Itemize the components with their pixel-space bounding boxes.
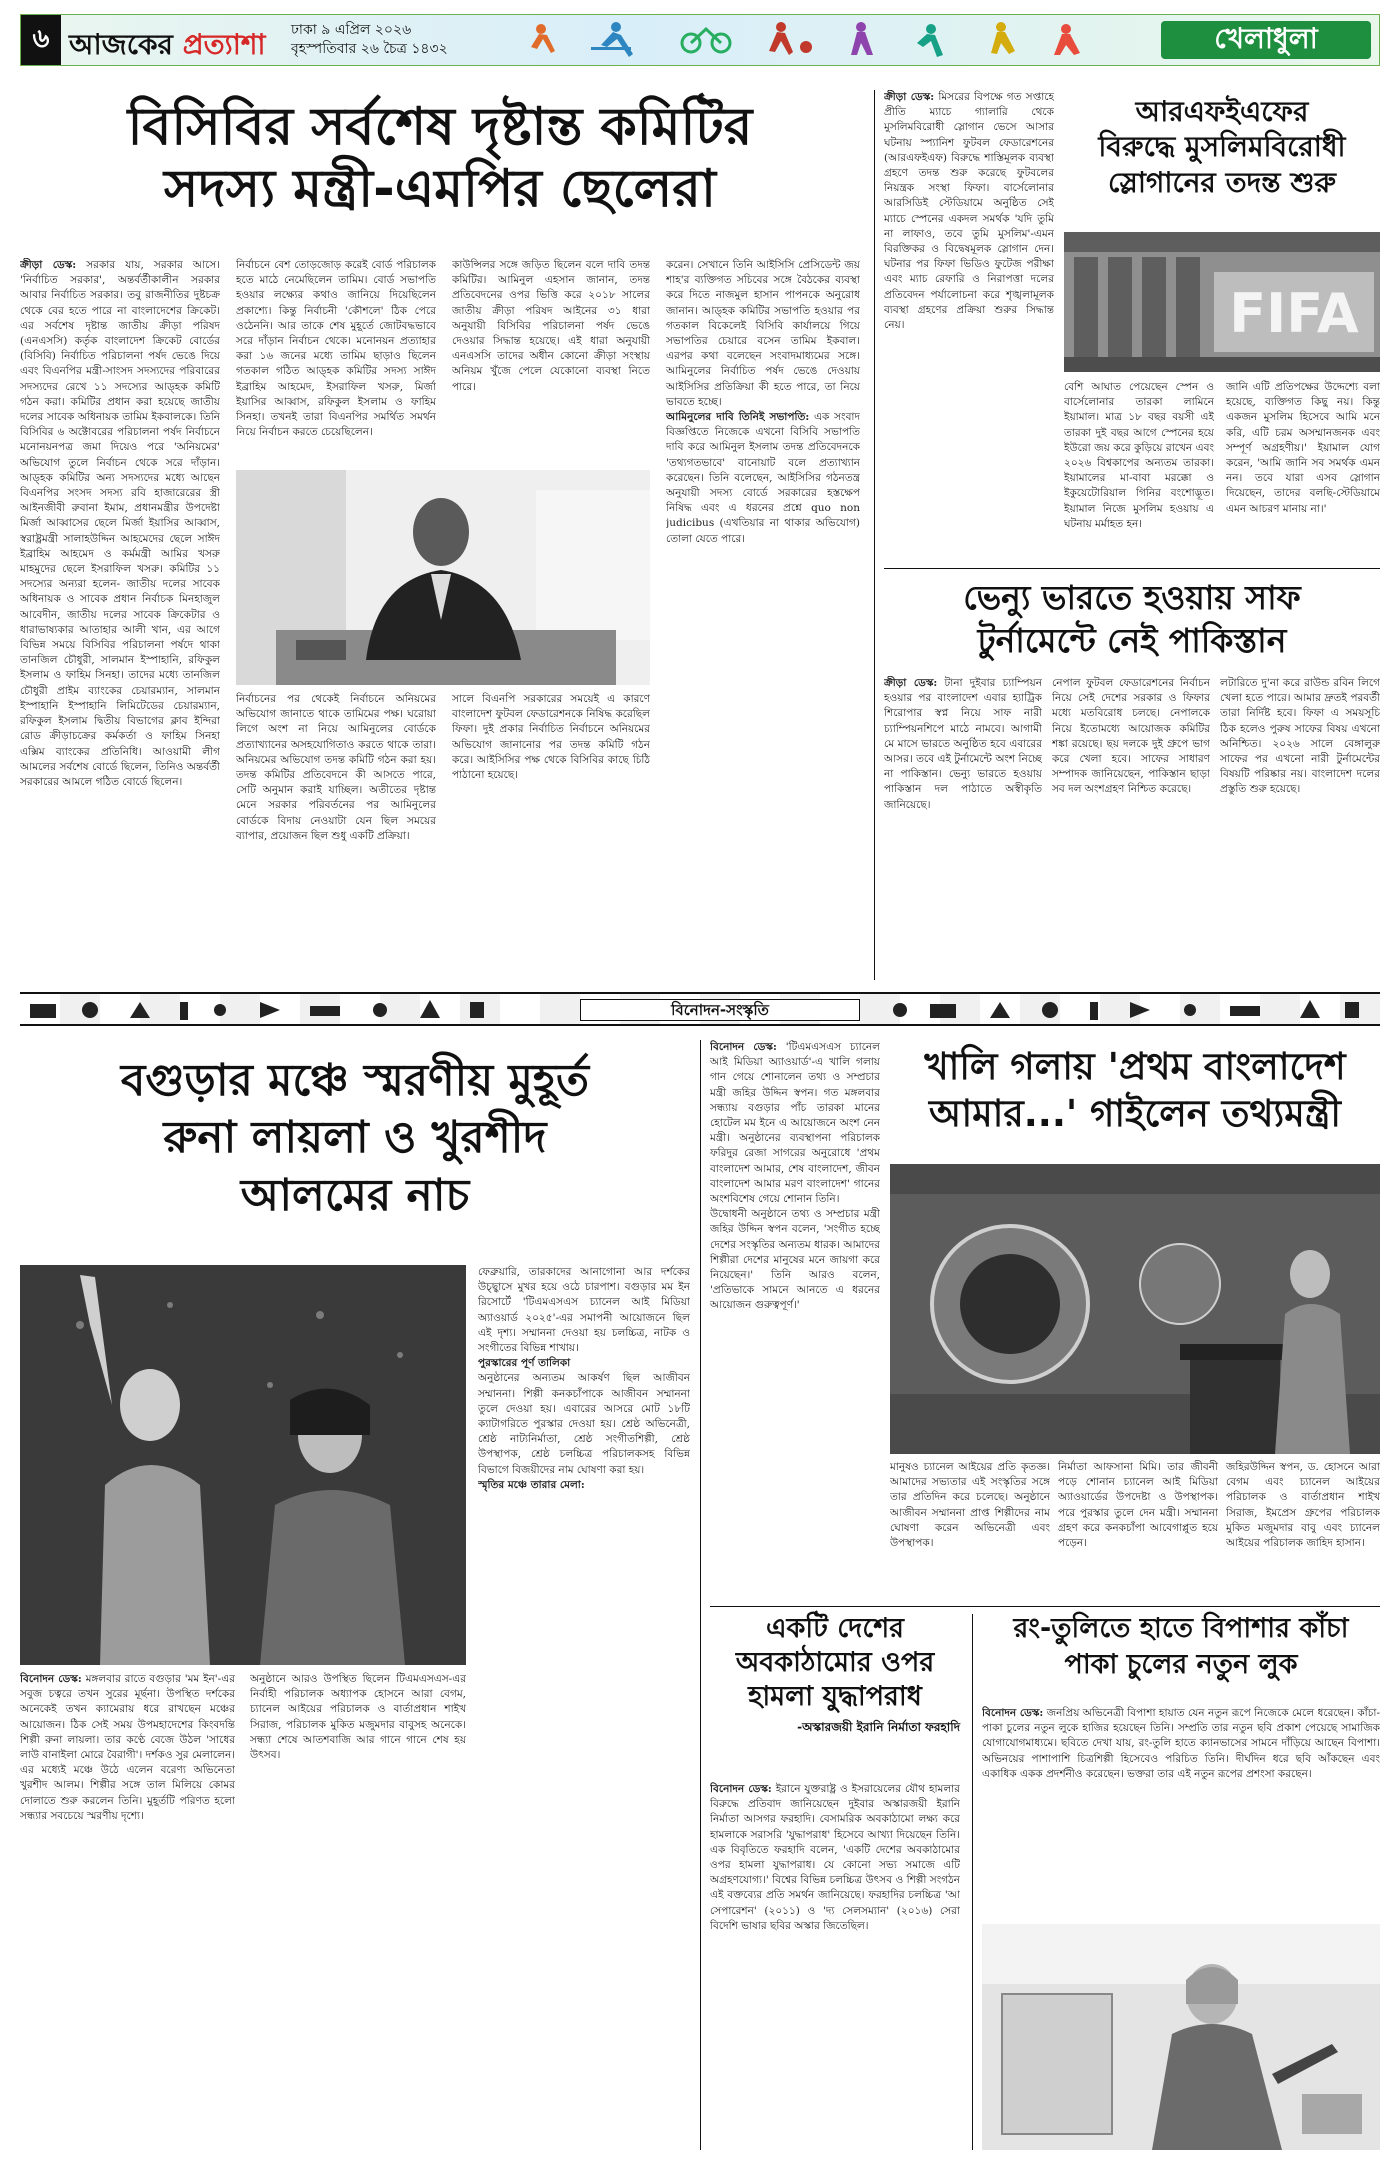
saff-col-1 bbox=[884, 676, 1042, 976]
section-title: খেলাধুলা bbox=[1161, 21, 1371, 59]
war-text: ইরানে যুক্তরাষ্ট্র ও ইসরায়েলের যৌথ হামলার বিরুদ্ধে প্রতিবাদ জানিয়েছেন দুইবার অস্কারজয়ী ইরানি নির্মাতা আসগর ফরহাদি। বেসামরিক অবকাঠামো লক্ষ্য করে হামলাকে সরাসরি 'যুদ্ধাপরাধ' হিসেবে আখ্যা দিয়েছেন তিনি। এক বিবৃতিতে ফরহাদি বলেন, 'একটি দেশের অবকাঠামোর ওপর হামলা যুদ্ধাপরাধ। যে কোনো সভ্য সমাজে এটি অগ্রহণযোগ্য।' বিশ্বের বিভিন্ন চলচ্চিত্র উৎসব ও শিল্পী সংগঠন এই বক্তব্যের প্রতি সমর্থন জানিয়েছে। ফরহাদির চলচ্চিত্র 'আ সেপারেশন' (২০১১) ও 'দ্য সেলসম্যান' (২০১৬) সেরা বিদেশি ভাষার ছবির অস্কার জিতেছিল। bbox=[710, 1783, 960, 1932]
saff-text-2: নেপাল ফুটবল ফেডারেশনের নির্বাচন নিয়ে সেই দেশের সরকার ও ফিফার মধ্যে মতবিরোধ চলছে। নেপালকে নিয়ে ইতোমধ্যে আয়োজক কমিটির শঙ্কা রয়েছে। ছয় দলকে দুই গ্রুপে ভাগ করে খেলা হবে। সাফের সাধারণ সম্পাদক জানিয়েছেন, পাকিস্তান ছাড়া সব দল অংশগ্রহণ নিশ্চিত করেছে। bbox=[1052, 677, 1210, 796]
runa-col-2 bbox=[250, 1672, 466, 2150]
section-entertainment: বিনোদন-সংস্কৃতি bbox=[580, 999, 860, 1021]
bnc-text-d: জহিরউদ্দিন স্বপন, ড. হোসনে আরা বেগম এবং চ্যানেল আইয়ের পরিচালক ও বার্তাপ্রধান শাইখ সিরাজ, ইমপ্রেস গ্রুপের পরিচালক মুকিত মজুমদার বাবু এবং চ্যানেল আইয়ের পরিচালক জাহিদ হাসান। bbox=[1226, 1461, 1380, 1550]
saff-headline-line1: ভেন্যু ভারতে হওয়ায় সাফ bbox=[963, 578, 1301, 617]
fifa-text-b: জানি এটি প্রতিপক্ষের উদ্দেশ্যে বলা হয়েছে, ব্যক্তিগত কিছু নয়। কিন্তু একজন মুসলিম হিসেবে আমি মনে করি, এটি চরম অসম্মানজনক এবং সম্পূর্ণ অগ্রহণীয়।' ইয়ামাল যোগ করেন, 'আমি জানি সব সমর্থক এমন নন। তবে যারা এসব স্লোগান দিয়েছেন, তাদের বলছি-স্টেডিয়ামে এমন আচরণ মানায় না।' bbox=[1226, 381, 1380, 515]
lead-text-2: নির্বাচনে বেশ তোড়জোড় করেই বোর্ড পরিচালক হতে মাঠে নেমেছিলেন তামিম। বোর্ড সভাপতি হওয়ার লক্ষ্যের কথাও জানিয়ে দিয়েছিলেন প্রকাশ্যে। কিন্তু নির্বাচনী 'কৌশলে' ঠিক পেরে ওঠেননি। আর তাকে শেষ মুহূর্তে জোটবদ্ধভাবে সরে দাঁড়ান নির্বাচন থেকে। মনোনয়ন প্রত্যাহার করা ১৬ জনের মধ্যে তামিম ছাড়াও ছিলেন গতকাল গঠিত আড্হক কমিটির সদস্য সাঈদ ইব্রাহিম আহমেদ, ইসরাফিল খসরু, মির্জা ইয়াসির আব্বাস, রফিকুল ইসলাম ও ফাহিম সিনহা। তখনই তারা বিএনপির সমর্থিত সমর্থন নিয়ে নির্বাচন করতে চেয়েছিলেন। bbox=[236, 259, 436, 439]
lead-col-3b bbox=[452, 692, 650, 973]
runa-khurshid-stage-image bbox=[20, 1265, 466, 1665]
bnc-text-a: উদ্বোধনী অনুষ্ঠানে তথ্য ও সম্প্রচার মন্ত্রী জহির উদ্দিন স্বপন বলেন, 'সংগীত হচ্ছে দেশের সংস্কৃতির অন্যতম ধারক। আমাদের শিল্পীরা দেশের মানুষের মনে জায়গা করে নিয়েছেন।' তিনি আরও বলেন, 'প্রতিভাকে সামনে আনতে এ ধরনের আয়োজন গুরুত্বপূর্ণ।' bbox=[710, 1208, 880, 1312]
war-headline-line1: একটি দেশের bbox=[765, 1613, 905, 1644]
bnc-headline-line2: আমার...' গাইলেন তথ্যমন্ত্রী bbox=[928, 1092, 1342, 1136]
bipasha-body bbox=[982, 1706, 1380, 1916]
paper-name-part1: আজকের bbox=[69, 28, 183, 61]
sports-banner-icons bbox=[521, 17, 1101, 63]
bipasha-painting-image bbox=[982, 1924, 1380, 2150]
runa-text-2b: অনুষ্ঠানের অন্যতম আকর্ষণ ছিল আজীবন সম্মাননা। শিল্পী কনকচাঁপাকে আজীবন সম্মাননা তুলে দেওয়া হয়। এবারের আসরে মোট ১৮টি ক্যাটাগরিতে পুরস্কার দেওয়া হয়। শ্রেষ্ঠ অভিনেত্রী, শ্রেষ্ঠ নাট্যনির্মাতা, শ্রেষ্ঠ সংগীতশিল্পী, শ্রেষ্ঠ উপস্থাপক, শ্রেষ্ঠ চলচ্চিত্র পরিচালকসহ বিভিন্ন বিভাগে বিজয়ীদের নাম ঘোষণা করা হয়। bbox=[478, 1372, 690, 1476]
runa-headline-line3: আলমের নাচ bbox=[240, 1169, 470, 1221]
saff-headline-line2: টুর্নামেন্টে নেই পাকিস্তান bbox=[977, 620, 1287, 660]
bnc-col-intro bbox=[710, 1040, 880, 1600]
bnc-text-b: মানুষও চ্যানেল আইয়ের প্রতি কৃতজ্ঞ। আমাদের সভ্যতার এই সংস্কৃতির সঙ্গে তার প্রতিদিন করে চলেছে। অনুষ্ঠানে আজীবন সম্মাননা প্রাপ্ত শিল্পীদের নাম ঘোষণা করেন অভিনেত্রী এবং উপস্থাপক। bbox=[890, 1461, 1050, 1550]
bipasha-photo bbox=[982, 1924, 1380, 2150]
fifa-headline-line2: বিরুদ্ধে মুসলিমবিরোধী bbox=[1098, 130, 1346, 164]
bipasha-headline bbox=[982, 1614, 1380, 1700]
fifa-headline-line1: আরএফইএফের bbox=[1135, 95, 1309, 128]
fifa-intro-text: মিসরের বিপক্ষে গত সপ্তাহে প্রীতি ম্যাচে গ্যালারি থেকে মুসলিমবিরোধী স্লোগান ভেসে আসার ঘটনায় স্প্যানিশ ফুটবল ফেডারেশনের (আরএফইএফ) বিরুদ্ধে শাস্তিমূলক ব্যবস্থা গ্রহণে তদন্ত শুরু করেছে ফুটবলের নিয়ন্ত্রক সংস্থা ফিফা। বার্সেলোনার আরসিডিই স্টেডিয়ামে অনুষ্ঠিত সেই ম্যাচে স্পেনের একদল সমর্থক 'যদি তুমি না লাফাও, তবে তুমি মুসলিম'-এমন বিরক্তিকর ও বিদ্বেষমূলক স্লোগান দেন। ঘটনার পর ফিফা ভিডিও ফুটেজ পরীক্ষা এবং ম্যাচ রেফারি ও নিরাপত্তা দলের প্রতিবেদন পর্যালোচনা করে শৃঙ্খলামূলক ব্যবস্থা গ্রহণের প্রক্রিয়া শুরুর সিদ্ধান্ত নেয়। bbox=[884, 91, 1054, 332]
paper-name bbox=[69, 23, 266, 70]
runa-col-1 bbox=[20, 1672, 235, 2150]
bipasha-text: জনপ্রিয় অভিনেত্রী বিপাশা হায়াত যেন নতুন রূপে নিজেকে মেলে ধরেছেন। কাঁচা-পাকা চুলের নতুন লুকে হাজির হয়েছেন তিনি। সম্প্রতি তার নতুন ছবি প্রকাশ পেয়েছে সামাজিক যোগাযোগমাধ্যমে। ছবিতে দেখা যায়, রং-তুলি হাতে ক্যানভাসের সামনে দাঁড়িয়ে আছেন বিপাশা। অভিনয়ের পাশাপাশি চিত্রশিল্পী হিসেবেও পরিচিত তিনি। দীর্ঘদিন ধরে ছবি আঁকছেন এবং একাধিক একক প্রদর্শনীও করেছেন। ভক্তরা তার এই নতুন রূপের প্রশংসা করছেন। bbox=[982, 1707, 1380, 1780]
fifa-sign-text: FIFA bbox=[1229, 282, 1359, 345]
fifa-col-b bbox=[1226, 380, 1380, 560]
bnc-col-b bbox=[890, 1460, 1050, 1600]
page-number: ৬ bbox=[21, 15, 61, 65]
entertainment-divider bbox=[20, 992, 1380, 1026]
lead-dateline: ক্রীড়া ডেস্ক: bbox=[20, 259, 77, 271]
runa-headline bbox=[20, 1040, 690, 1260]
war-headline bbox=[710, 1614, 960, 1774]
lead-col-2b bbox=[236, 692, 436, 973]
minister-photo bbox=[890, 1164, 1380, 1454]
tamim-portrait-image bbox=[236, 470, 650, 685]
war-headline-line3: হামলা যুদ্ধাপরাধ bbox=[748, 1681, 922, 1713]
fifa-col-a bbox=[1064, 380, 1214, 560]
bipasha-headline-line2: পাকা চুলের নতুন লুক bbox=[1064, 1649, 1298, 1681]
war-headline-line2: অবকাঠামোর ওপর bbox=[735, 1647, 935, 1679]
bnc-col-c bbox=[1058, 1460, 1218, 1600]
runa-text-2: ফেব্রুয়ারি, তারকাদের আনাগোনা আর দর্শকের উচ্ছ্বাসে মুখর হয়ে ওঠে চারপাশ। বগুড়ার মম ইন রিসোর্টে 'টিএমএসএস চ্যানেল আই মিডিয়া অ্যাওয়ার্ড ২০২৫'-এর সমাপনী আয়োজনে ছিল এই দৃশ্য। সম্মাননা দেওয়া হয় চলচ্চিত্র, নাটক ও সংগীতের বিভিন্ন শাখায়। bbox=[478, 1266, 690, 1355]
fifa-headline-line3: স্লোগানের তদন্ত শুরু bbox=[1108, 165, 1336, 199]
lead-headline-line1: বিসিবির সর্বশেষ দৃষ্টান্ত কমিটির bbox=[127, 97, 753, 157]
date-gregorian: ঢাকা ৯ এপ্রিল ২০২৬ bbox=[291, 22, 412, 38]
lead-col-3 bbox=[452, 258, 650, 463]
runa-subhead-awards: পুরস্কারের পূর্ণ তালিকা bbox=[478, 1357, 571, 1370]
lead-col-2 bbox=[236, 258, 436, 463]
entertainment-icons-right bbox=[890, 998, 1370, 1022]
lead-text-4b: এক সংবাদ বিজ্ঞপ্তিতে নিজেকে এখনো বিসিবি সভাপতি দাবি করে আমিনুল ইসলাম তদন্ত প্রতিবেদনকে 'তথ্যগতভাবে' বানোয়াট বলে প্রত্যাখ্যান করেছেন। তিনি বলেছেন, আইসিসির গঠনতন্ত্র অনুযায়ী সদস্য বোর্ডে সরকারের হস্তক্ষেপ নিষিদ্ধ এবং এ ধরনের প্রশ্নে quo non judicibus (এখতিয়ার না থাকার অভিযোগ) তোলা যেতে পারে। bbox=[666, 411, 860, 545]
fifa-col-intro bbox=[884, 90, 1054, 560]
saff-headline bbox=[884, 580, 1380, 670]
saff-dateline: ক্রীড়া ডেস্ক: bbox=[884, 677, 938, 689]
minister-podium-image bbox=[890, 1164, 1380, 1454]
runa-text-1: মঙ্গলবার রাতে বগুড়ার 'মম ইন'-এর সবুজ চত্বরে তখন সুরের মূর্ছনা। উপস্থিত দর্শকের অনেকেই তখন ক্যামেরায় ধরে রাখছেন মঞ্চের আয়োজন। ঠিক সেই সময় উপমহাদেশের কিংবদন্তি শিল্পী রুনা লায়লা। তার কণ্ঠে বেজে উঠল 'সাধের লাউ বানাইলা মোরে বৈরাগী'। দর্শকও সুর মেলালেন। এর মধ্যেই মঞ্চে উঠে এলেন বরেণ্য অভিনেতা খুরশীদ আলম। শিল্পীর সঙ্গে তাল মিলিয়ে কোমর দোলাতে শুরু করলেন তিনি। মুহূর্তটি পরিণত হলো সন্ধ্যার সবচেয়ে স্মরণীয় দৃশ্যে। bbox=[20, 1673, 235, 1822]
fifa-headquarters-image bbox=[1064, 232, 1380, 372]
lead-headline-line2: সদস্য মন্ত্রী-এমপির ছেলেরা bbox=[164, 159, 716, 220]
runa-subhead-stars: স্মৃতির মঞ্চে তারার মেলা: bbox=[478, 1478, 585, 1491]
saff-col-3 bbox=[1220, 676, 1380, 976]
bipasha-headline-line1: রং-তুলিতে হাতে বিপাশার কাঁচা bbox=[1013, 1613, 1349, 1644]
bnc-intro-text: 'টিএমএসএস চ্যানেল আই মিডিয়া অ্যাওয়ার্ড'-এ খালি গলায় গান গেয়ে শোনালেন তথ্য ও সম্প্রচার মন্ত্রী জহির উদ্দিন স্বপন। গত মঙ্গলবার সন্ধ্যায় বগুড়ার পাঁচ তারকা মানের হোটেল মম ইনে এ আয়োজনে অংশ নেন মন্ত্রী। অনুষ্ঠানের ব্যবস্থাপনা পরিচালক ফরিদুর রেজা সাগরের অনুরোধে 'প্রথম বাংলাদেশ আমার, শেষ বাংলাদেশ, জীবন বাংলাদেশ আমার মরণ বাংলাদেশ' গানের অংশবিশেষ গেয়ে শোনান তিনি। bbox=[710, 1041, 880, 1206]
bnc-headline bbox=[890, 1046, 1380, 1156]
lead-subhead-aminul: আমিনুলের দাবি তিনিই সভাপতি: bbox=[666, 411, 810, 424]
date-bangla: বৃহস্পতিবার ২৬ চৈত্র ১৪৩২ bbox=[291, 41, 448, 57]
bipasha-dateline: বিনোদন ডেস্ক: bbox=[982, 1707, 1044, 1719]
bnc-dateline: বিনোদন ডেস্ক: bbox=[710, 1041, 777, 1053]
issue-date bbox=[291, 21, 448, 59]
runa-headline-line2: রুনা লায়লা ও খুরশীদ bbox=[163, 1112, 547, 1164]
lead-col-4 bbox=[666, 258, 860, 973]
runa-text-3: অনুষ্ঠানে আরও উপস্থিত ছিলেন টিএমএসএস-এর নির্বাহী পরিচালক অধ্যাপক হোসনে আরা বেগম, চ্যানেল আইয়ের পরিচালক ও বার্তাপ্রধান শাইখ সিরাজ, পরিচালক মুকিত মজুমদার বাবুসহ অনেকে। সন্ধ্যা শেষে আতশবাজি আর গানে গানে শেষ হয় উৎসব। bbox=[250, 1673, 466, 1762]
lead-text-3: কাউন্সিলর সঙ্গে জড়িত ছিলেন বলে দাবি তদন্ত কমিটির। আমিনুল এহসান জানান, তদন্ত প্রতিবেদনের ওপর ভিত্তি করে ২০১৮ সালের জাতীয় ক্রীড়া পরিষদ আইনের ৩১ ধারা অনুযায়ী বিসিবির পরিচালনা পর্ষদ ভেঙে দেওয়ার সিদ্ধান্ত হয়েছে। এই ধারা অনুযায়ী এনএসসি তাদের অধীন কোনো ক্রীড়া সংস্থায় অনিয়ম খুঁজে পেলে যেকোনো ব্যবস্থা নিতে পারে। bbox=[452, 259, 650, 393]
lead-col-1 bbox=[20, 258, 220, 973]
bnc-headline-line1: খালি গলায় 'প্রথম বাংলাদেশ bbox=[924, 1045, 1346, 1088]
saff-text-3: লটারিতে দু'না করে রাউন্ড রবিন লিগে খেলা হতে পারে। আমার দ্রুতই পরবর্তী তারা নির্দিষ্ট হবে। ফিফা এ সময়সূচি ঠিক হলেও পুরুষ সাফের বিষয় এখনো অনিশ্চিত। ২০২৬ সালে বেঙ্গালুরু সাফের পর এখনো নারী টুর্নামেন্টের বিষয়টি পরিষ্কার নয়। বাংলাদেশ দলের প্রস্তুতি শুরু হয়েছে। bbox=[1220, 677, 1380, 796]
war-dateline: বিনোদন ডেস্ক: bbox=[710, 1783, 772, 1795]
paper-name-part2: প্রত্যাশা bbox=[182, 28, 266, 61]
lead-headline bbox=[20, 90, 860, 260]
war-byline: -অস্কারজয়ী ইরানি নির্মাতা ফরহাদি bbox=[797, 1719, 960, 1734]
runa-col-3 bbox=[478, 1265, 690, 2150]
runa-photo bbox=[20, 1265, 466, 1665]
fifa-text-a: বেশি আঘাত পেয়েছেন স্পেন ও বার্সেলোনার তারকা লামিনে ইয়ামাল। মাত্র ১৮ বছর বয়সী এই তারকা দুই বছর আগে স্পেনের হয়ে ইউরো জয় করে কুড়িয়ে রাখেন এবং ২০২৬ বিশ্বকাপের অন্যতম তারকা। ইয়ামালের মা-বাবা মরক্কো ও ইকুয়েটোরিয়াল গিনির বংশোদ্ভূত। ইয়ামাল নিজে মুসলিম হওয়ায় এ ঘটনায় মর্মাহত হন। bbox=[1064, 381, 1214, 530]
lead-photo bbox=[236, 470, 650, 685]
fifa-photo bbox=[1064, 232, 1380, 372]
war-body bbox=[710, 1782, 960, 2150]
saff-col-2 bbox=[1052, 676, 1210, 976]
entertainment-icons-left bbox=[30, 998, 530, 1022]
bnc-text-c: নির্মাতা আফসানা মিমি। তার জীবনী পড়ে শোনান চ্যানেল আই মিডিয়া অ্যাওয়ার্ডের উপদেষ্টা ও উপস্থাপক। পরে পুরস্কার তুলে দেন মন্ত্রী। সম্মাননা গ্রহণ করে কনকচাঁপা আবেগাপ্লুত হয়ে পড়েন। bbox=[1058, 1461, 1218, 1550]
fifa-headline bbox=[1064, 96, 1380, 226]
bnc-col-d bbox=[1226, 1460, 1380, 1600]
lead-text-4: করেন। সেখানে তিনি আইসিসি প্রেসিডেন্ট জয় শাহ'র ব্যক্তিগত সচিবের সঙ্গে বৈঠকের ব্যবস্থা করে দিতে নাজমুল হাসান পাপনকে অনুরোধ জানান। আড্হক কমিটির সভাপতি হওয়ার পর গতকাল বিকেলেই বিসিবি কার্যালয়ে গিয়ে সভাপতির চেয়ারে বসেন তামিম ইকবাল। এরপর কথা বলেছেন সংবাদমাধ্যমের সঙ্গে। আমিনুলের নির্বাচিত পর্ষদ ভেঙে দেওয়ায় আইসিসির প্রতিক্রিয়া কী হতে পারে, তা নিয়ে ভাবতে হচ্ছে। bbox=[666, 259, 860, 408]
runa-headline-line1: বগুড়ার মঞ্চে স্মরণীয় মুহূর্ত bbox=[120, 1055, 590, 1106]
lead-text-2b: নির্বাচনের পর থেকেই নির্বাচনে অনিয়মের অভিযোগ জানাতে থাকে তামিমের পক্ষ। ঘরোয়া লিগে অংশ না নিয়ে আমিনুলের বোর্ডকে প্রত্যাখ্যানের অসহযোগিতাও করতে থাকে তারা। অনিয়মের অভিযোগ তদন্ত কমিটি গঠন করা হয়। তদন্ত কমিটির প্রতিবেদনে কী আসতে পারে, সেটি অনুমান করাই যাচ্ছিল। অতীতের দৃষ্টান্ত মেনে সরকার পরিবর্তনের পর আমিনুলের বোর্ডকে বিদায় নেওয়াটা যেন ছিল সময়ের ব্যাপার, প্রয়োজন ছিল শুধু একটি প্রক্রিয়া। bbox=[236, 693, 436, 842]
runa-dateline: বিনোদন ডেস্ক: bbox=[20, 1673, 82, 1685]
lead-text-1: সরকার যায়, সরকার আসে। 'নির্বাচিত সরকার', অন্তর্বর্তীকালীন সরকার আবার নির্বাচিত সরকার। তবু রাজনীতির দুষ্টচক্র থেকে বের হতে পারে না বাংলাদেশের ক্রিকেট। এর সর্বশেষ দৃষ্টান্ত জাতীয় ক্রীড়া পরিষদ (এনএসসি) কর্তৃক বাংলাদেশ ক্রিকেট বোর্ডের (বিসিবি) নির্বাচিত পরিচালনা পর্ষদ ভেঙে দিয়ে এবং বিএনপির মন্ত্রী-সাংসদ সদস্যদের পরিবারের সদস্যদের রেখে ১১ সদস্যের আড্হক কমিটি গঠন করা। কমিটির প্রধান করা হয়েছে জাতীয় দলের সাবেক অধিনায়ক তামিম ইকবালকে। তিনি বিসিবির ৬ অক্টোবরের পরিচালনা পর্ষদ নির্বাচনে মনোনয়নপত্র জমা দিয়েও পরে 'অনিয়মের' অভিযোগ তুলে নির্বাচন থেকে সরে দাঁড়ান। আড্হক কমিটির অন্য সদস্যদের মধ্যে আছেন বিএনপির সংসদ সদস্য রবি হাজারেরের স্ত্রী আইনজীবী রুবানা ইমাম, প্রধানমন্ত্রীর উপদেষ্টা মির্জা আব্বাসের ছেলে মির্জা ইয়াসির আব্বাস, স্বরাষ্ট্রমন্ত্রী সালাহউদ্দিন আহমেদের ছেলে সাঈদ ইব্রাহিম আহমেদ ও কর্মমন্ত্রী আমির খসরু মাহমুদের ছেলে ইসরাফিল খসরু। কমিটির ১১ সদস্যের অন্যরা হলেন- জাতীয় দলের সাবেক অধিনায়ক ও সাবেক প্রধান নির্বাচক মিনহাজুল আবেদীন, জাতীয় দলের সাবেক ক্রিকেটার ও ধারাভাষ্যকার আতাহার আলী খান, এর আগে বিভিন্ন সময়ে বিসিবির পরিচালনা পর্ষদে থাকা তানজিল চৌধুরী, সালমান ইস্পাহানি, রফিকুল ইসলাম ও ফাহিম সিনহা। তাদের মধ্যে তানজিল চৌধুরী প্রাইম ব্যাংকের চেয়ারম্যান, সালমান ইস্পাহানি ইস্পাহানি লিমিটেডের চেয়ারম্যান, রফিকুল ইসলাম দ্বিতীয় বিভাগের ক্লাব ইন্দিরা রোড ক্রীড়াচক্রের কর্মকর্তা ও ফাহিম সিনহা এক্সিম ব্যাংকের প্রতিনিধি। আওয়ামী লীগ আমলের সর্বশেষ বোর্ডে ছিলেন, তিনিও অন্তর্বর্তী সরকারের আমলে গঠিত বোর্ডে ছিলেন। bbox=[20, 259, 220, 788]
masthead bbox=[20, 14, 1380, 66]
fifa-dateline: ক্রীড়া ডেস্ক: bbox=[884, 91, 935, 103]
saff-text-1: টানা দুইবার চ্যাম্পিয়ন হওয়ার পর বাংলাদেশ এবার হ্যাট্রিক শিরোপার স্বপ্ন নিয়ে সাফ নারী চ্যাম্পিয়নশিপে মাঠে নামবে। আগামী মে মাসে ভারতে অনুষ্ঠিত হবে এবারের আসর। তবে এই টুর্নামেন্টে অংশ নিচ্ছে না পাকিস্তান। ভেন্যু ভারতে হওয়ায় পাকিস্তান দল পাঠাতে অস্বীকৃতি জানিয়েছে। bbox=[884, 677, 1042, 811]
lead-text-3b: সালে বিএনপি সরকারের সময়েই এ কারণে বাংলাদেশ ফুটবল ফেডারেশনকে নিষিদ্ধ করেছিল ফিফা। দুই প্রকার নির্বাচিত নির্বাচনে অনিয়মের অভিযোগ জানানোর পর তদন্ত কমিটি গঠন করে। আইসিসির পক্ষ থেকে বিসিবির কাছে চিঠি পাঠানো হয়েছে। bbox=[452, 693, 650, 782]
